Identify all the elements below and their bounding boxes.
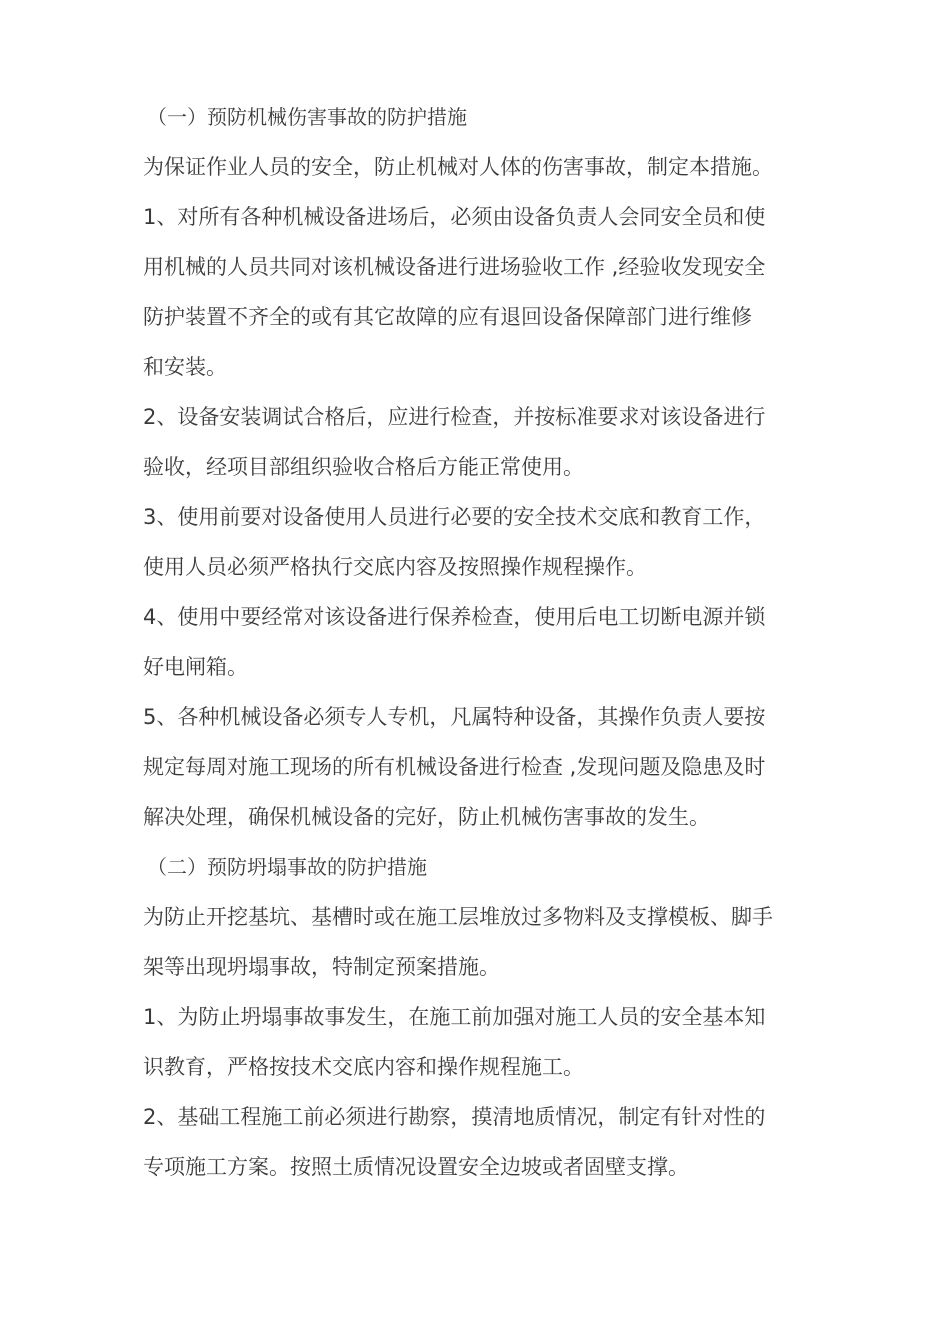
text-line: 1、对所有各种机械设备进场后，必须由设备负责人会同安全员和使 [143,205,766,229]
text-line: 用机械的人员共同对该机械设备进行进场验收工作 ,经验收发现安全 [143,255,766,279]
text-line: 架等出现坍塌事故，特制定预案措施。 [143,955,500,979]
section-heading-collapse: （二）预防坍塌事故的防护措施 [147,855,427,879]
section-heading-machinery: （一）预防机械伤害事故的防护措施 [147,105,467,129]
text-line: 和安装。 [143,355,227,379]
document-page [143,92,815,1192]
text-line: 为防止开挖基坑、基槽时或在施工层堆放过多物料及支撑模板、脚手 [143,905,773,929]
text-line: 专项施工方案。按照土质情况设置安全边坡或者固壁支撑。 [143,1155,689,1179]
text-line: 好电闸箱。 [143,655,248,679]
text-line: 4、使用中要经常对该设备进行保养检查，使用后电工切断电源并锁 [143,605,766,629]
text-line: 验收，经项目部组织验收合格后方能正常使用。 [143,455,584,479]
text-line: 2、设备安装调试合格后，应进行检查，并按标准要求对该设备进行 [143,405,766,429]
section-intro-machinery: 为保证作业人员的安全，防止机械对人体的伤害事故，制定本措施。 [143,155,773,179]
text-line: 识教育，严格按技术交底内容和操作规程施工。 [143,1055,584,1079]
text-line: 1、为防止坍塌事故事发生，在施工前加强对施工人员的安全基本知 [143,1005,766,1029]
text-line: 3、使用前要对设备使用人员进行必要的安全技术交底和教育工作， [143,505,766,529]
text-line: 5、各种机械设备必须专人专机，凡属特种设备，其操作负责人要按 [143,705,766,729]
text-line: 解决处理，确保机械设备的完好，防止机械伤害事故的发生。 [143,805,710,829]
text-line: 2、基础工程施工前必须进行勘察，摸清地质情况，制定有针对性的 [143,1105,766,1129]
text-line: 防护装置不齐全的或有其它故障的应有退回设备保障部门进行维修 [143,305,752,329]
text-line: 规定每周对施工现场的所有机械设备进行检查 ,发现问题及隐患及时 [143,755,766,779]
text-line: 使用人员必须严格执行交底内容及按照操作规程操作。 [143,555,647,579]
